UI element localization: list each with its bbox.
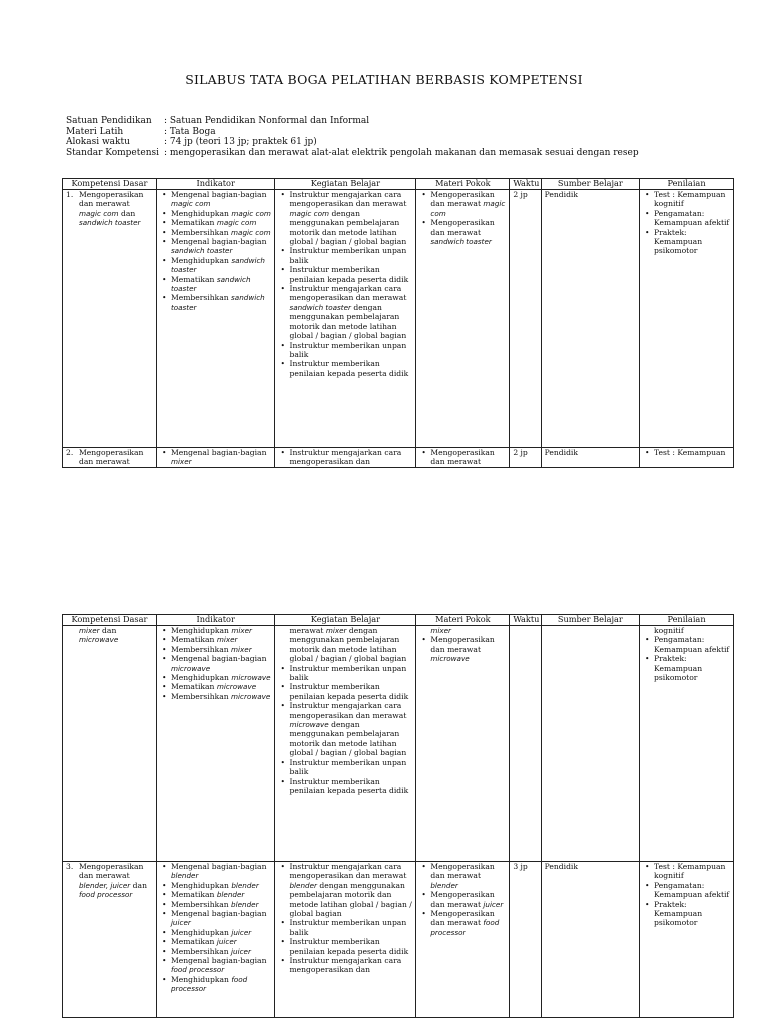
item-name-italic: magic com	[79, 208, 119, 218]
list-item	[289, 359, 412, 378]
text-run: Mengoperasikan dan merawat	[430, 448, 495, 467]
list-item	[654, 209, 730, 228]
syllabus-table-page-1	[62, 178, 734, 468]
item-name-italic: magic com	[289, 208, 330, 218]
header-materi: Materi Pokok	[416, 179, 510, 190]
syllabus-table-page-2	[62, 614, 734, 1018]
indikator-cell	[156, 626, 275, 862]
text-run: Test : Kemampuan	[654, 448, 726, 457]
item-name-italic: sandwich toaster	[170, 274, 251, 294]
item-name-italic: sandwich toaster	[170, 246, 233, 256]
list-item	[171, 228, 272, 237]
penilaian-list	[643, 635, 730, 682]
list-item	[171, 862, 272, 881]
list-item	[430, 862, 506, 890]
meta-label: Standar Kompetensi	[66, 147, 159, 158]
kegiatan-list	[278, 190, 412, 378]
list-item	[171, 190, 272, 209]
text-run: Praktek: Kemampuan psikomotor	[654, 899, 703, 928]
meta-row	[66, 127, 639, 138]
header-kompetensi: Kompetensi Dasar	[63, 179, 157, 190]
item-name-italic: magic com	[231, 227, 271, 237]
item-name-italic: juicer	[216, 937, 237, 947]
header-kegiatan: Kegiatan Belajar	[275, 179, 416, 190]
text-run: dengan menggunakan pembelajaran motorik dan metode latihan global / bagian / global bagian	[289, 208, 407, 247]
list-item	[171, 975, 272, 994]
list-item	[171, 937, 272, 946]
text-run: dan	[130, 880, 147, 890]
list-item	[171, 900, 272, 909]
text-run: Menghidupkan	[170, 974, 232, 984]
item-name-italic: mixer	[79, 626, 100, 635]
item-name-italic: blender	[170, 871, 199, 881]
list-item	[171, 645, 272, 654]
indikator-list	[160, 448, 272, 467]
text-run: Mengenal bagian-bagian	[170, 654, 267, 664]
text-run: Mematikan	[170, 682, 217, 692]
list-item	[171, 635, 272, 644]
text-run: dan	[99, 626, 117, 635]
kegiatan-cell	[275, 190, 416, 448]
materi-cell	[416, 190, 510, 448]
header-waktu: Waktu	[510, 179, 541, 190]
text-run: Instruktur mengajarkan cara mengoperasikan dan merawat	[289, 190, 407, 209]
text-run: Menghidupkan	[170, 880, 232, 890]
text-run: Praktek: Kemampuan psikomotor	[654, 227, 703, 256]
list-item	[289, 918, 412, 937]
text-run: Mengoperasikan dan merawat	[79, 862, 144, 881]
list-item	[654, 900, 730, 928]
indikator-cell	[156, 862, 275, 1018]
text-run: Instruktur mengajarkan cara mengoperasikan dan	[289, 448, 402, 467]
item-name-italic: food processor	[170, 974, 248, 994]
text-run: Membersihkan	[170, 293, 232, 303]
text-run: Menghidupkan	[170, 255, 232, 265]
list-item	[171, 881, 272, 890]
row-number: 2.	[66, 448, 74, 457]
sumber-cell: Pendidik	[541, 190, 639, 448]
list-item	[654, 228, 730, 256]
text-run: Pengamatan: Kemampuan afektif	[654, 635, 730, 654]
materi-cell	[416, 448, 510, 468]
kompetensi-cell	[63, 862, 157, 1018]
materi-continued	[419, 626, 506, 635]
kompetensi-cell	[63, 190, 157, 448]
text-run: Mengenal bagian-bagian	[170, 190, 267, 199]
item-name-italic: sandwich toaster	[170, 255, 265, 275]
item-name-italic: blender	[289, 880, 317, 890]
meta-value: : mengoperasikan dan merawat alat-alat elektrik pengolah makanan dan memasak sesuai dengan resep	[164, 147, 639, 158]
header-kompetensi: Kompetensi Dasar	[63, 615, 157, 626]
materi-cell	[416, 626, 510, 862]
list-item	[654, 635, 730, 654]
item-name-italic: mixer	[216, 635, 238, 645]
text-run: Mengoperasikan dan merawat	[430, 218, 495, 237]
item-name-italic: mixer	[430, 626, 452, 635]
kompetensi-cell	[63, 626, 157, 862]
table-header-row	[63, 179, 734, 190]
item-name-italic: microwave	[79, 635, 119, 645]
list-item	[171, 890, 272, 899]
penilaian-continued: kognitif	[654, 626, 684, 635]
text-run: Mengoperasikan dan merawat	[430, 909, 495, 928]
item-name-italic: sandwich toaster	[289, 302, 351, 312]
text-run: Mengoperasikan dan merawat	[79, 448, 144, 467]
text-run: Test : Kemampuan kognitif	[654, 190, 726, 209]
text-run: Mematikan	[170, 937, 217, 947]
meta-label: Alokasi waktu	[66, 137, 130, 148]
list-item	[654, 448, 730, 457]
penilaian-list	[643, 448, 730, 457]
list-item	[289, 341, 412, 360]
text-run: dengan menggunakan pembelajaran motorik dan metode latihan global / bagian / global bagian	[289, 302, 407, 341]
item-name-italic: blender	[430, 880, 458, 890]
header-materi: Materi Pokok	[416, 615, 510, 626]
list-item	[289, 777, 412, 796]
indikator-list	[160, 862, 272, 994]
sumber-cell: Pendidik	[541, 862, 639, 1018]
text-run: Membersihkan	[170, 644, 232, 654]
text-run: Mengenal bagian-bagian	[170, 448, 267, 457]
text-run: Mengoperasikan dan merawat	[430, 635, 495, 654]
indikator-list	[160, 190, 272, 312]
text-run: Mengenal bagian-bagian	[170, 237, 267, 247]
list-item	[430, 635, 506, 663]
kegiatan-list	[278, 448, 412, 467]
header-indikator: Indikator	[156, 615, 275, 626]
text-run: Mengoperasikan dan merawat	[430, 890, 495, 909]
header-penilaian: Penilaian	[640, 615, 734, 626]
text-run: Mematikan	[170, 274, 217, 284]
item-name-italic: juicer	[231, 946, 251, 956]
list-item	[171, 626, 272, 635]
text-run: Instruktur memberikan unpan balik	[289, 757, 407, 777]
list-item	[654, 862, 730, 881]
text-run: Mengoperasikan dan merawat	[79, 190, 144, 209]
list-item	[171, 692, 272, 701]
kompetensi-cell	[63, 448, 157, 468]
text-run: Instruktur mengajarkan cara mengoperasikan dan merawat	[289, 284, 407, 303]
list-item	[289, 758, 412, 777]
item-name-italic: magic com	[430, 199, 506, 218]
text-run: Membersihkan	[170, 691, 232, 701]
text-run: Instruktur memberikan unpan balik	[289, 246, 407, 265]
header-penilaian: Penilaian	[640, 179, 734, 190]
list-item	[171, 654, 272, 673]
text-run: Instruktur mengajarkan cara mengoperasikan dan merawat	[289, 701, 407, 720]
list-item	[654, 881, 730, 900]
item-name-italic: food processor	[170, 965, 225, 975]
text-run: dan	[118, 208, 136, 218]
list-item	[430, 909, 506, 937]
text-run: Membersihkan	[170, 227, 232, 237]
list-item	[171, 218, 272, 227]
materi-list	[419, 635, 506, 663]
text-run: Instruktur memberikan penilaian kepada peserta didik	[289, 776, 409, 795]
list-item	[289, 284, 412, 340]
list-item	[289, 265, 412, 284]
item-name-italic: blender	[216, 890, 245, 900]
list-item	[430, 218, 506, 246]
text-run: Pengamatan: Kemampuan afektif	[654, 880, 730, 900]
sumber-cell: Pendidik	[541, 448, 639, 468]
row-number: 1.	[66, 190, 74, 199]
text-run: Mematikan	[170, 635, 217, 645]
meta-value: : 74 jp (teori 13 jp; praktek 61 jp)	[164, 137, 317, 148]
list-item	[171, 448, 272, 467]
materi-list	[419, 190, 506, 246]
list-item	[289, 682, 412, 701]
text-run: merawat	[289, 626, 326, 635]
text-run: Menghidupkan	[170, 626, 232, 635]
list-item	[289, 862, 412, 918]
item-name-italic: magic com	[216, 218, 257, 228]
list-item	[289, 937, 412, 956]
list-item	[171, 928, 272, 937]
list-item	[289, 448, 412, 467]
kegiatan-cell	[275, 448, 416, 468]
table-row	[63, 862, 734, 1018]
list-item	[289, 664, 412, 683]
item-name-italic: juicer	[483, 899, 504, 909]
list-item	[171, 956, 272, 975]
kompetensi-text	[79, 862, 153, 900]
meta-row	[66, 137, 639, 148]
waktu-cell: 2 jp	[510, 448, 541, 468]
text-run: Instruktur mengajarkan cara mengoperasikan dan merawat	[289, 862, 407, 881]
item-name-italic: sandwich toaster	[170, 293, 265, 312]
table-row	[63, 448, 734, 468]
meta-value: : Tata Boga	[164, 126, 216, 137]
item-name-italic: magic com	[170, 199, 211, 209]
table-row	[63, 190, 734, 448]
meta-label: Satuan Pendidikan	[66, 116, 152, 126]
list-item	[171, 909, 272, 928]
text-run: Menghidupkan	[170, 208, 232, 218]
list-item	[171, 209, 272, 218]
penilaian-cell	[640, 448, 734, 468]
kegiatan-list	[278, 862, 412, 975]
list-item	[171, 673, 272, 682]
list-item	[289, 956, 412, 975]
list-item	[289, 246, 412, 265]
item-name-italic: juicer	[231, 927, 252, 937]
text-run: dengan menggunakan pembelajaran motorik dan metode latihan global / bagian / global bagian	[289, 720, 407, 758]
penilaian-list	[643, 862, 730, 928]
kompetensi-text	[79, 626, 153, 645]
list-item	[430, 448, 506, 467]
list-item	[171, 237, 272, 256]
meta-row	[66, 116, 639, 127]
text-run: dengan menggunakan pembelajaran motorik dan metode latihan global / bagian / global bagian	[289, 880, 412, 919]
text-run: Instruktur memberikan penilaian kepada peserta didik	[289, 937, 409, 956]
header-sumber: Sumber Belajar	[541, 179, 639, 190]
list-item	[289, 190, 412, 246]
item-name-italic: juicer	[170, 918, 191, 928]
waktu-cell: 2 jp	[510, 190, 541, 448]
item-name-italic: microwave	[231, 673, 271, 683]
header-kegiatan: Kegiatan Belajar	[275, 615, 416, 626]
kegiatan-cell	[275, 862, 416, 1018]
table-header-row	[63, 615, 734, 626]
item-name-italic: blender	[231, 880, 259, 890]
list-item	[430, 190, 506, 218]
penilaian-list	[643, 190, 730, 256]
waktu-cell: 3 jp	[510, 862, 541, 1018]
materi-list	[419, 862, 506, 937]
header-indikator: Indikator	[156, 179, 275, 190]
penilaian-cell	[640, 190, 734, 448]
text-run: Mematikan	[170, 218, 217, 228]
kegiatan-list	[278, 664, 412, 796]
kegiatan-cell	[275, 626, 416, 862]
item-name-italic: sandwich toaster	[79, 218, 141, 228]
item-name-italic: mixer	[231, 626, 252, 635]
item-name-italic: microwave	[170, 663, 211, 673]
materi-cell	[416, 862, 510, 1018]
text-run: Mengoperasikan dan merawat	[430, 190, 495, 209]
syllabus-meta	[66, 116, 639, 158]
text-run: dengan menggunakan pembelajaran motorik dan metode latihan global / bagian / global bagian	[289, 626, 407, 664]
table-row	[63, 626, 734, 862]
materi-list	[419, 448, 506, 467]
text-run: Instruktur memberikan unpan balik	[289, 918, 407, 937]
kegiatan-continued	[278, 626, 412, 664]
list-item	[171, 256, 272, 275]
header-sumber: Sumber Belajar	[541, 615, 639, 626]
text-run: Instruktur memberikan penilaian kepada peserta didik	[289, 359, 409, 378]
item-name-italic: blender	[231, 899, 259, 909]
list-item	[171, 947, 272, 956]
text-run: Mengenal bagian-bagian	[170, 956, 267, 966]
item-name-italic: microwave	[430, 654, 470, 664]
text-run: Pengamatan: Kemampuan afektif	[654, 208, 730, 228]
item-name-italic: blender, juicer	[79, 880, 131, 890]
meta-row	[66, 148, 639, 159]
text-run: Praktek: Kemampuan psikomotor	[654, 654, 703, 683]
text-run: Membersihkan	[170, 946, 232, 956]
meta-label: Materi Latih	[66, 126, 124, 137]
indikator-cell	[156, 190, 275, 448]
document-title: SILABUS TATA BOGA PELATIHAN BERBASIS KOMPETENSI	[185, 72, 583, 87]
waktu-cell	[510, 626, 541, 862]
text-run: Menghidupkan	[170, 927, 232, 937]
text-run: Mengoperasikan dan merawat	[430, 862, 495, 881]
item-name-italic: mixer	[231, 644, 252, 654]
text-run: Mengenal bagian-bagian	[170, 909, 267, 919]
text-run: Mematikan	[170, 890, 217, 900]
penilaian-cell	[640, 626, 734, 862]
list-item	[289, 701, 412, 757]
indikator-list	[160, 626, 272, 701]
text-run: Instruktur memberikan penilaian kepada peserta didik	[289, 265, 409, 284]
row-number: 3.	[66, 862, 74, 871]
sumber-cell	[541, 626, 639, 862]
item-name-italic: sandwich toaster	[430, 237, 492, 247]
item-name-italic: magic com	[231, 208, 271, 218]
item-name-italic: microwave	[289, 720, 329, 730]
kompetensi-text	[79, 448, 153, 467]
list-item	[654, 190, 730, 209]
kompetensi-text	[79, 190, 153, 228]
indikator-cell	[156, 448, 275, 468]
header-waktu: Waktu	[510, 615, 541, 626]
list-item	[171, 293, 272, 312]
list-item	[171, 275, 272, 294]
text-run: Test : Kemampuan kognitif	[654, 862, 726, 881]
text-run: Instruktur mengajarkan cara mengoperasikan dan	[289, 956, 402, 975]
item-name-italic: food processor	[430, 918, 500, 937]
list-item	[654, 654, 730, 682]
penilaian-cell	[640, 862, 734, 1018]
list-item	[171, 682, 272, 691]
item-name-italic: mixer	[170, 457, 192, 467]
item-name-italic: microwave	[216, 682, 257, 692]
list-item	[430, 890, 506, 909]
text-run: Menghidupkan	[170, 673, 232, 683]
text-run: Mengenal bagian-bagian	[170, 862, 267, 871]
text-run: Membersihkan	[170, 899, 232, 909]
meta-value: : Satuan Pendidikan Nonformal dan Informal	[164, 116, 370, 126]
text-run: Instruktur memberikan unpan balik	[289, 663, 407, 683]
item-name-italic: microwave	[231, 691, 271, 701]
item-name-italic: food processor	[79, 890, 133, 900]
item-name-italic: mixer	[325, 626, 347, 635]
text-run: Instruktur memberikan unpan balik	[289, 340, 407, 359]
text-run: Instruktur memberikan penilaian kepada peserta didik	[289, 682, 409, 701]
